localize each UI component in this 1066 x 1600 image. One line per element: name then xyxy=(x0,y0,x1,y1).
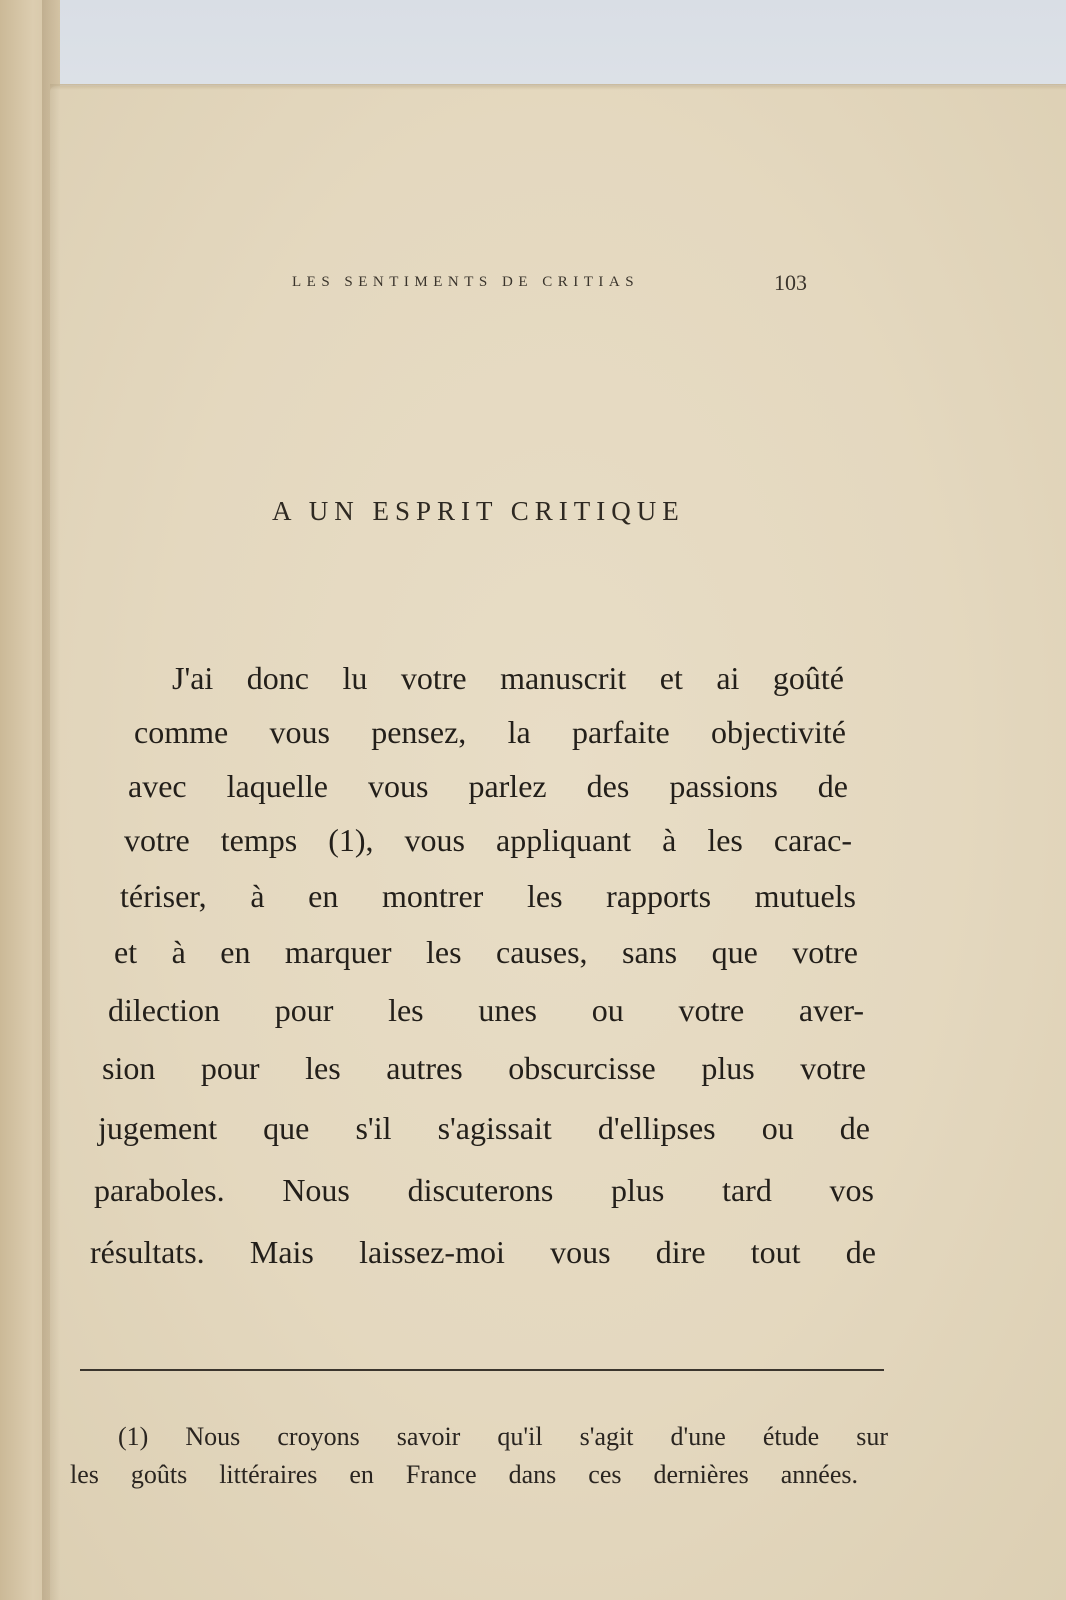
footnote-line: (1) Nous croyons savoir qu'il s'agit d'une étude sur xyxy=(118,1422,888,1451)
footnote-line: les goûts littéraires en France dans ces dernières années. xyxy=(70,1460,858,1489)
page-number: 103 xyxy=(774,270,807,295)
footnote-rule xyxy=(80,1369,884,1371)
body-line: votre temps (1), vous appliquant à les carac- xyxy=(124,822,852,858)
chapter-title: A UN ESPRIT CRITIQUE xyxy=(272,496,685,526)
body-line: avec laquelle vous parlez des passions de xyxy=(128,768,848,804)
body-line: sion pour les autres obscurcisse plus votre xyxy=(102,1050,866,1086)
body-line: paraboles. Nous discuterons plus tard vos xyxy=(94,1172,874,1208)
body-line: comme vous pensez, la parfaite objectivité xyxy=(134,714,846,750)
body-line: et à en marquer les causes, sans que votre xyxy=(114,934,858,970)
body-line: dilection pour les unes ou votre aver- xyxy=(108,992,864,1028)
body-line: jugement que s'il s'agissait d'ellipses ou de xyxy=(98,1110,870,1146)
body-line: tériser, à en montrer les rapports mutuels xyxy=(120,878,856,914)
body-line: résultats. Mais laissez-moi vous dire tout de xyxy=(90,1234,876,1270)
body-line: J'ai donc lu votre manuscrit et ai goûté xyxy=(172,660,844,696)
running-head: LES SENTIMENTS DE CRITIAS xyxy=(292,274,640,290)
